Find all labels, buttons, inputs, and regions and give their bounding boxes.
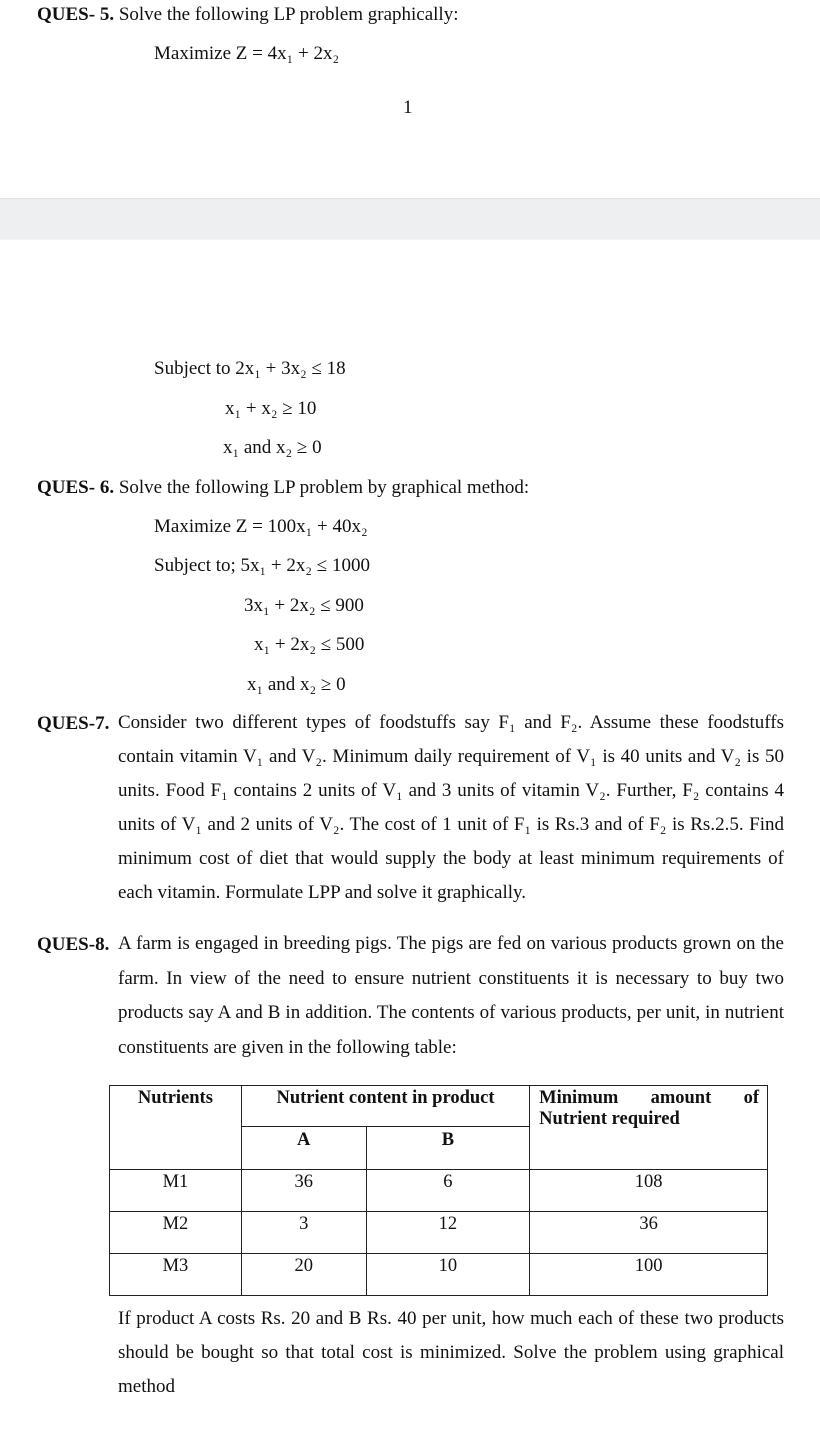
q8-footer-text: If product A costs Rs. 20 and B Rs. 40 per unit, how much each of these two products should be bought so that total cost is minimized. Solve the problem using graphical method — [118, 1308, 784, 1397]
q7-label: QUES-7. — [37, 713, 110, 734]
header-product-a: A — [241, 1127, 366, 1170]
table-row — [110, 1212, 768, 1254]
q8-label: QUES-8. — [37, 934, 110, 955]
cell-a: 20 — [241, 1254, 366, 1296]
cell-nutrient: M1 — [110, 1170, 242, 1212]
q5-constraint-2: x₁ + x₂ ≥ 10 — [225, 398, 317, 419]
page-break — [0, 198, 820, 240]
header-min-word-3: of — [743, 1088, 759, 1108]
q6-constraint-3: x₁ + 2x₂ ≤ 500 — [254, 634, 365, 655]
q6-constraint-1: Subject to; 5x₁ + 2x₂ ≤ 1000 — [154, 555, 370, 576]
cell-min: 108 — [530, 1170, 768, 1212]
q7-body — [118, 706, 784, 910]
q5-objective: Maximize Z = 4x₁ + 2x₂ — [154, 43, 340, 64]
table-row — [110, 1170, 768, 1212]
cell-b: 6 — [366, 1170, 530, 1212]
q8-text: A farm is engaged in breeding pigs. The pigs are fed on various products grown on the farm. In view of the need to ensure nutrient constituents it is necessary to buy two products say A and B in addition. The contents of various products, per unit, in nutrient constituents are given in the following table: — [118, 933, 784, 1058]
q8-footer — [118, 1302, 784, 1404]
q5-constraint-1: Subject to 2x₁ + 3x₂ ≤ 18 — [154, 358, 346, 379]
q5-title: Solve the following LP problem graphically: — [118, 4, 459, 25]
q6-heading — [37, 477, 529, 500]
q6-objective: Maximize Z = 100x₁ + 40x₂ — [154, 516, 368, 537]
nutrient-table — [109, 1085, 768, 1296]
page-number: 1 — [403, 97, 413, 118]
q6-label: QUES- 6. — [37, 477, 115, 498]
q7-text: Consider two different types of foodstuffs say F₁ and F₂. Assume these foodstuffs contain vitamin V₁ and V₂. Minimum daily requirement of V₁ is 40 units and V₂ is 50 units. Food F₁ contains 2 units of V₁ and 3 units of vitamin V₂. Further, F₂ contains 4 units of V₁ and 2 units of V₂. The cost of 1 unit of F₁ is Rs.3 and of F₂ is Rs.2.5. Find minimum cost of diet that would supply the body at least minimum requirements of each vitamin. Formulate LPP and solve it graphically. — [118, 712, 784, 903]
q6-constraint-2: 3x₁ + 2x₂ ≤ 900 — [244, 595, 364, 616]
q5-constraint-3: x₁ and x₂ ≥ 0 — [223, 437, 322, 458]
q5-label: QUES- 5. — [37, 4, 115, 25]
table-row — [110, 1254, 768, 1296]
header-min-word-1: Minimum — [539, 1088, 619, 1108]
cell-nutrient: M3 — [110, 1254, 242, 1296]
header-nutrients: Nutrients — [110, 1086, 242, 1170]
header-min-word-2: amount — [650, 1088, 712, 1108]
cell-b: 10 — [366, 1254, 530, 1296]
cell-b: 12 — [366, 1212, 530, 1254]
q8-body — [118, 927, 784, 1065]
cell-a: 36 — [241, 1170, 366, 1212]
cell-nutrient: M2 — [110, 1212, 242, 1254]
header-nutrient-content: Nutrient content in product — [241, 1086, 529, 1127]
cell-min: 100 — [530, 1254, 768, 1296]
q5-heading — [37, 4, 458, 27]
header-minimum-required — [530, 1086, 768, 1170]
cell-a: 3 — [241, 1212, 366, 1254]
header-product-b: B — [366, 1127, 530, 1170]
q6-constraint-4: x₁ and x₂ ≥ 0 — [247, 674, 346, 695]
q6-title: Solve the following LP problem by graphical method: — [118, 477, 530, 498]
header-min-line-2: Nutrient required — [539, 1109, 680, 1129]
cell-min: 36 — [530, 1212, 768, 1254]
